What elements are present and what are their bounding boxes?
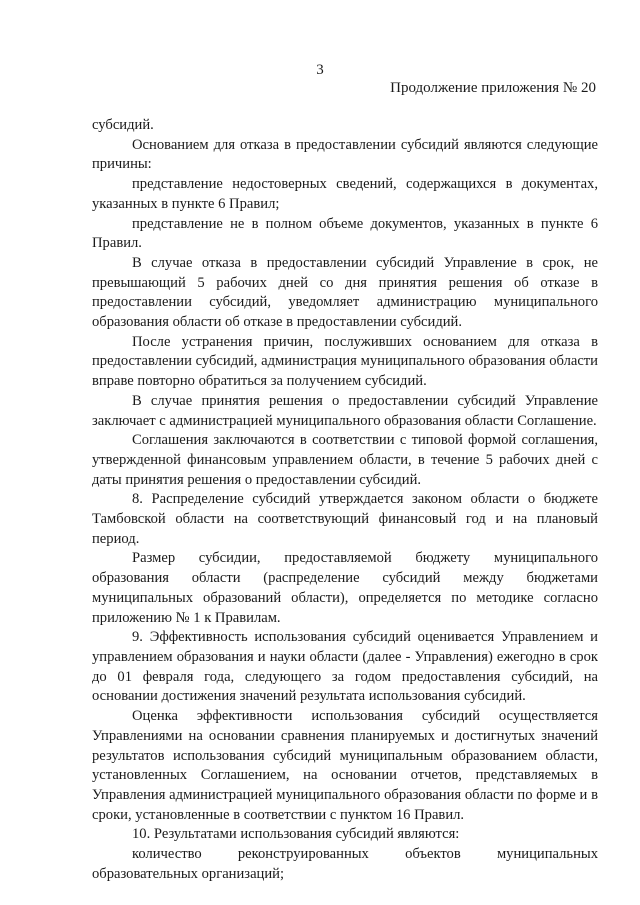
paragraph-subsidy-size: Размер субсидии, предоставляемой бюджету муниципального образования области (распределение субсидий между бюджетами муниципальных образований области), определяется по методике согласно приложению № 1 к Правилам. — [92, 550, 598, 626]
paragraph-agreement: В случае принятия решения о предоставлении субсидий Управление заключает с администрацией муниципального образования области Соглашение. — [92, 392, 598, 429]
appendix-continuation-note: Продолжение приложения № 20 — [390, 80, 596, 96]
paragraph-item-9: 9. Эффективность использования субсидий оценивается Управлением и управлением образования и науки области (далее - Управления) ежегодно в срок до 01 февраля года, следующего за годом предоставления субсидий, на основании достижения значений результата использования субсидий. — [92, 629, 598, 705]
paragraph-agreement-form: Соглашения заключаются в соответствии с типовой формой соглашения, утвержденной финансовым управлением области, в течение 5 рабочих дней с даты принятия решения о предоставлении субсидий. — [92, 432, 598, 488]
paragraph-efficiency-assessment: Оценка эффективности использования субсидий осуществляется Управлениями на основании сравнения планируемых и достигнутых значений результатов использования субсидий муниципальным образованием области, установленных Соглашением, на основании отчетов, представляемых в Управления администрацией муниципального образования области по форме и в сроки, установленные в соответствии с пунктом 16 Правил. — [92, 708, 598, 823]
paragraph-refusal-reason-1: представление недостоверных сведений, содержащихся в документах, указанных в пункте 6 Правил; — [92, 176, 598, 212]
paragraph-resubmission: После устранения причин, послуживших основанием для отказа в предоставлении субсидий, администрация муниципального образования области вправе повторно обратиться за получением субсидий. — [92, 333, 598, 390]
paragraph-continuation: субсидий. — [92, 117, 154, 133]
paragraph-refusal-notification: В случае отказа в предоставлении субсидий Управление в срок, не превышающий 5 рабочих дней со дня принятия решения об отказе в предоставлении субсидий, уведомляет администрацию муниципального образования области об отказе в предоставлении субсидий. — [92, 254, 598, 331]
paragraph-item-10: 10. Результатами использования субсидий являются: — [132, 826, 460, 843]
document-body — [92, 116, 598, 884]
paragraph-result-1: количество реконструированных объектов муниципальных образовательных организаций; — [92, 846, 598, 882]
paragraph-refusal-grounds: Основанием для отказа в предоставлении субсидий являются следующие причины: — [92, 136, 598, 173]
page-number: 3 — [316, 62, 324, 78]
paragraph-item-8: 8. Распределение субсидий утверждается законом области о бюджете Тамбовской области на соответствующий финансовый год и на плановый период. — [92, 491, 598, 547]
paragraph-refusal-reason-2: представление не в полном объеме документов, указанных в пункте 6 Правил. — [92, 215, 598, 252]
